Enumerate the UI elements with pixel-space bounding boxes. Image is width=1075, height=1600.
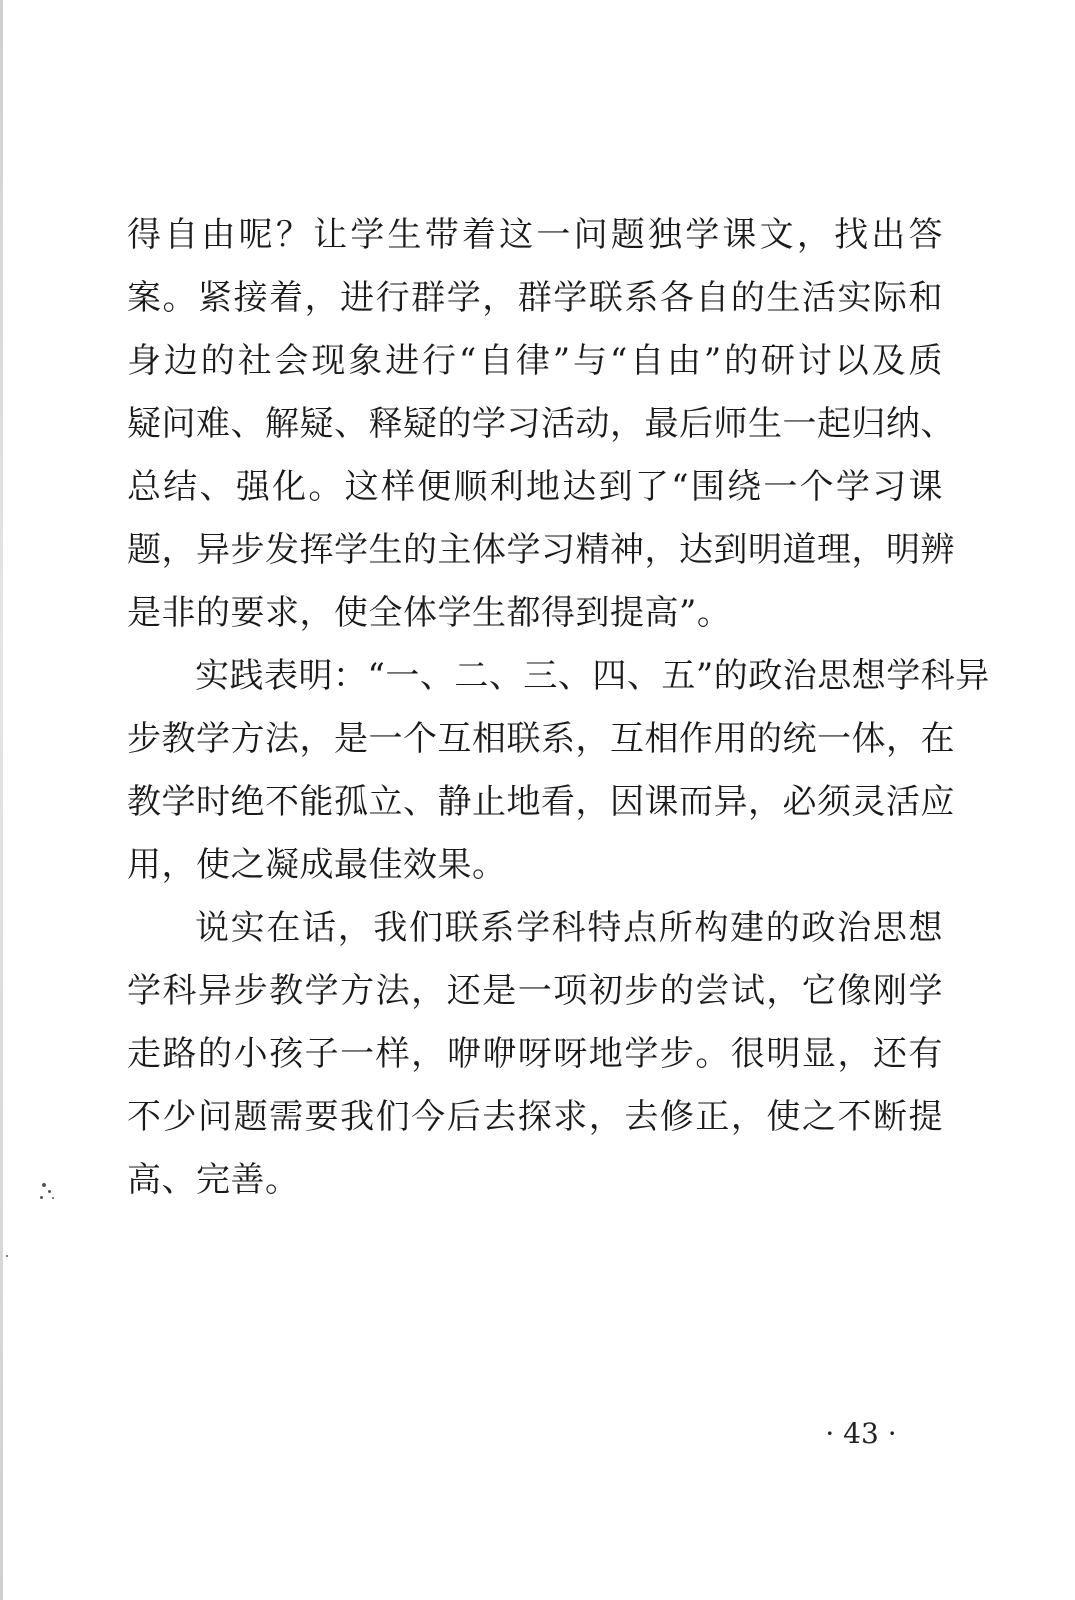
- text-line: 案。紧接着，进行群学，群学联系各自的生活实际和: [127, 278, 943, 318]
- text-line: 用，使之凝成最佳效果。: [127, 845, 507, 885]
- scan-speck: [40, 1196, 43, 1199]
- text-line: 高、完善。: [127, 1160, 300, 1200]
- text-line: 说实在话，我们联系学科特点所构建的政治思想: [195, 908, 943, 948]
- text-line: 走路的小孩子一样，咿咿呀呀地学步。很明显，还有: [127, 1034, 943, 1074]
- text-line: 是非的要求，使全体学生都得到提高”。: [127, 593, 732, 633]
- scan-speck: [48, 1190, 51, 1193]
- text-line: 身边的社会现象进行“自律”与“自由”的研讨以及质: [127, 341, 943, 381]
- text-line: 总结、强化。这样便顺利地达到了“围绕一个学习课: [127, 467, 943, 507]
- text-line: 实践表明：“一、二、三、四、五”的政治思想学科异: [195, 656, 990, 696]
- text-line: 学科异步教学方法，还是一项初步的尝试，它像刚学: [127, 971, 943, 1011]
- scan-speck: [6, 1255, 8, 1257]
- scan-speck: [52, 1197, 54, 1199]
- body-text: [127, 204, 990, 1212]
- text-line: 题，异步发挥学生的主体学习精神，达到明道理，明辨: [127, 530, 955, 570]
- text-line: 得自由呢？让学生带着这一问题独学课文，找出答: [127, 215, 943, 255]
- page-left-edge: [0, 0, 3, 1600]
- text-line: 教学时绝不能孤立、静止地看，因课而异，必须灵活应: [127, 782, 955, 822]
- scan-speck: [42, 1183, 46, 1187]
- text-line: 步教学方法，是一个互相联系，互相作用的统一体，在: [127, 719, 955, 759]
- text-line: 不少问题需要我们今后去探求，去修正，使之不断提: [127, 1097, 943, 1137]
- text-line: 疑问难、解疑、释疑的学习活动，最后师生一起归纳、: [127, 404, 955, 444]
- page-number: · 43 ·: [825, 1417, 897, 1450]
